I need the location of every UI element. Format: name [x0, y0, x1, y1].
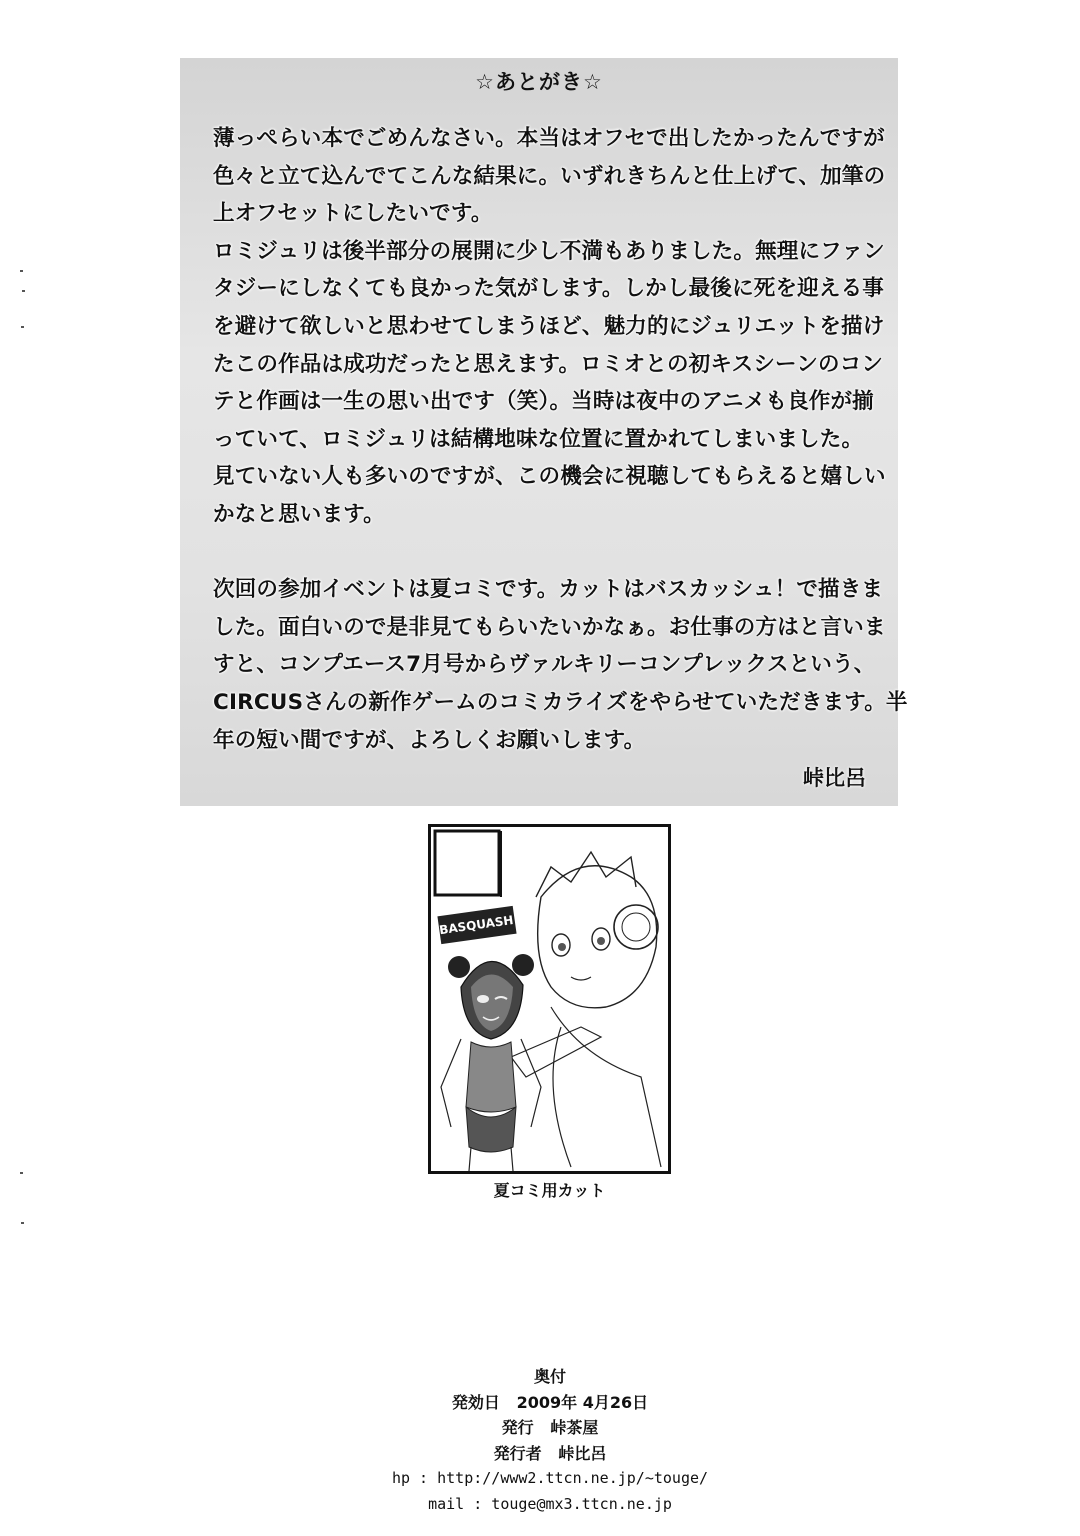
colophon-heading: 奥付 — [533, 1367, 566, 1386]
publisher-label: 発行 — [501, 1418, 534, 1437]
paragraph-gap — [213, 534, 883, 572]
scan-mark — [21, 1222, 24, 1224]
cut-artwork — [431, 827, 668, 1171]
text-line: 次回の参加イベントは夏コミです。カットはバスカッシュ！で描きま — [213, 577, 884, 603]
text-line: した。面白いので是非見てもらいたいかなぁ。お仕事の方はと言いま — [213, 614, 886, 640]
afterword-panel — [180, 58, 908, 806]
scan-mark — [22, 290, 25, 292]
text-line: かなと思います。 — [213, 501, 385, 527]
date-label: 発効日 — [451, 1392, 500, 1412]
cut-caption: 夏コミ用カット — [493, 1181, 606, 1200]
text-line: を避けて欲しいと思わせてしまうほど、魅力的にジュリエットを描け — [213, 313, 885, 339]
text-line: タジーにしなくても良かった気がします。しかし最後に死を迎える事 — [213, 276, 884, 302]
text-line: ロミジュリは後半部分の展開に少し不満もありました。無理にファン — [213, 238, 885, 264]
scan-mark — [20, 1172, 23, 1174]
text-line: たこの作品は成功だったと思えます。ロミオとの初キスシーンのコン — [213, 351, 884, 377]
date-value: 2009年 4月26日 — [516, 1392, 649, 1412]
author-signature: 峠比呂 — [803, 766, 866, 790]
text-line: 薄っぺらい本でごめんなさい。本当はオフセで出したかったんですが — [213, 126, 885, 151]
colophon-issuer-row — [0, 1441, 1080, 1467]
issuer-label: 発行者 — [493, 1443, 542, 1463]
text-line: すと、コンプエース7月号からヴァルキリーコンプレックスという、 — [213, 652, 876, 678]
afterword-body — [213, 120, 908, 759]
text-line: テと作画は一生の思い出です（笑）。当時は夜中のアニメも良作が揃 — [213, 389, 874, 415]
text-line: CIRCUSさんの新作ゲームのコミカライズをやらせていただきます。半 — [213, 689, 908, 715]
publisher-value: 峠茶屋 — [550, 1418, 599, 1437]
comiket-cut-illustration — [428, 824, 671, 1174]
basquash-badge: BASQUASH! — [437, 906, 516, 944]
colophon-publisher-row — [0, 1415, 1080, 1441]
text-line: 年の短い間ですが、よろしくお願いします。 — [213, 727, 646, 753]
text-line: っていて、ロミジュリは結構地味な位置に置かれてしまいました。 — [213, 426, 864, 452]
scan-mark — [20, 270, 23, 272]
mail-address: mail : touge@mx3.ttcn.ne.jp — [428, 1494, 672, 1513]
colophon — [0, 1364, 1080, 1517]
text-line: 色々と立て込んでてこんな結果に。いずれきちんと仕上げて、加筆の — [213, 163, 886, 189]
issuer-value: 峠比呂 — [558, 1443, 607, 1463]
text-line: 見ていない人も多いのですが、この機会に視聴してもらえると嬉しい — [213, 464, 886, 490]
scan-mark — [21, 326, 24, 328]
homepage-url: hp : http://www2.ttcn.ne.jp/~touge/ — [391, 1469, 709, 1487]
afterword-title: ☆あとがき☆ — [475, 70, 603, 94]
text-line: 上オフセットにしたいです。 — [213, 201, 493, 227]
colophon-date-row — [0, 1390, 1080, 1416]
